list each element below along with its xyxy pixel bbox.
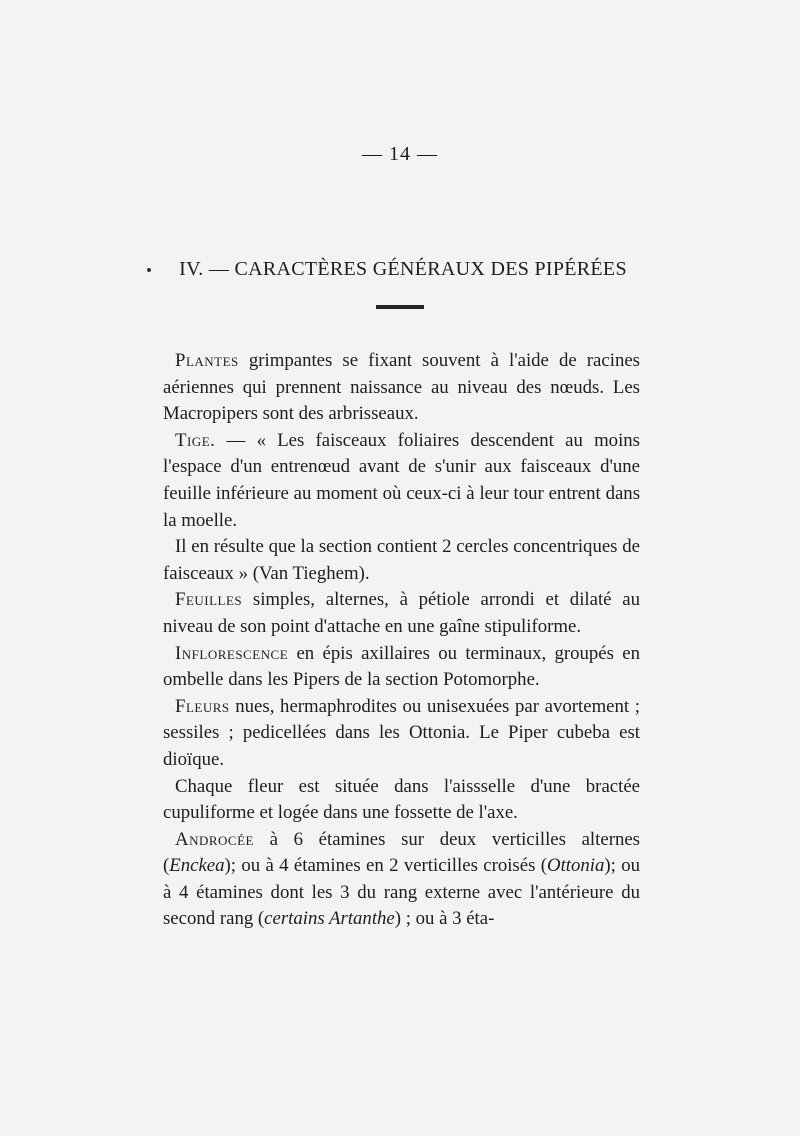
- paragraph-text: en épis axillaires ou terminaux, groupés en ombelle dans les Pipers de la section Potomorphe.: [163, 642, 640, 691]
- paragraph-text: ); ou à 4 étamines en 2 verticilles croisés (: [224, 855, 547, 877]
- paragraph-tige: [163, 428, 640, 534]
- paragraph-text: — « Les faisceaux foliaires descendent au moins l'espace d'un entrenœud avant de s'unir aux faisceaux d'une feuille inférieure au moment où ceux-ci à leur tour entrent dans la moelle.: [163, 429, 640, 531]
- paragraph-inflorescence: [163, 641, 640, 694]
- lead-word: Plantes: [175, 350, 239, 371]
- paragraph-text: grimpantes se fixant souvent à l'aide de racines aériennes qui prennent naissance au niveau des nœuds. Les Macropipers sont des arbrisseaux.: [163, 350, 640, 425]
- page-number: — 14 —: [362, 143, 438, 165]
- lead-word: Androcée: [175, 828, 254, 850]
- paragraph-text: à 6 étamines sur deux verticilles alternes (: [163, 828, 640, 877]
- italic-term: Enckea: [169, 855, 225, 877]
- paragraph-text: nues, hermaphrodites ou unisexuées par avortement ; sessiles ; pedicellées dans les Ottonia. Le Piper cubeba est dioïque.: [163, 695, 640, 770]
- lead-word: Fleurs: [175, 695, 230, 717]
- heading-rule-divider: [376, 305, 424, 309]
- paragraph-text: ); ou à 4 étamines dont les 3 du rang externe avec l'antérieure du second rang (: [163, 855, 640, 930]
- body-text: [163, 348, 640, 933]
- paragraph-text: Chaque fleur est située dans l'aissselle d'une bractée cupuliforme et logée dans une fossette de l'axe.: [163, 775, 640, 824]
- italic-term: Ottonia: [547, 855, 605, 877]
- paragraph-text: ) ; ou à 3 éta-: [394, 908, 495, 930]
- paragraph-feuilles: [163, 587, 640, 640]
- paragraph-text: Il en résulte que la section contient 2 cercles concentriques de faisceaux » (Van Tieghem).: [163, 536, 640, 584]
- paragraph-androcee: [163, 827, 640, 933]
- lead-word: Inflorescence: [175, 642, 289, 664]
- lead-word: Tige.: [175, 429, 216, 451]
- paragraph-plantes: [163, 348, 640, 428]
- paragraph-text: simples, alternes, à pétiole arrondi et dilaté au niveau de son point d'attache en une gaîne stipuliforme.: [163, 589, 640, 637]
- paragraph-chaque: [163, 774, 640, 827]
- lead-word: Feuilles: [175, 589, 243, 611]
- paragraph-resulte: [163, 534, 640, 587]
- paragraph-fleurs: [163, 694, 640, 774]
- italic-term: certains Artanthe: [264, 908, 395, 930]
- section-heading: IV. — CARACTÈRES GÉNÉRAUX DES PIPÉRÉES: [179, 258, 627, 280]
